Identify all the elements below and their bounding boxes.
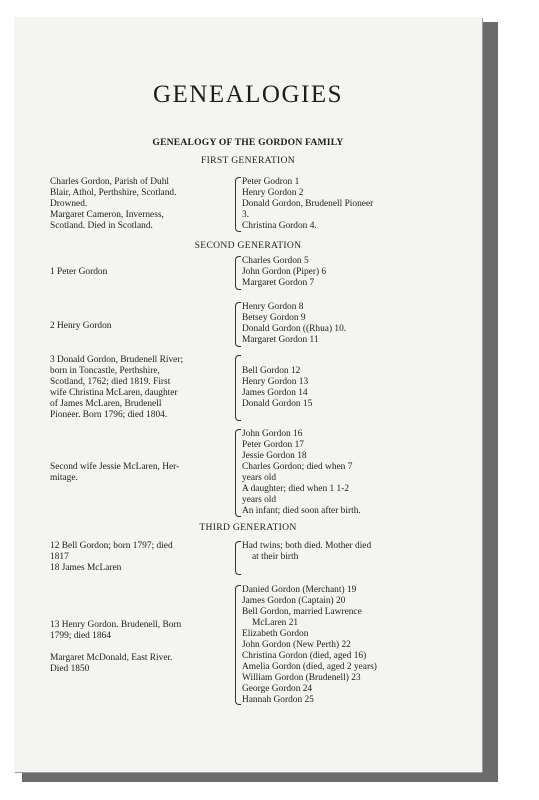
page-title: GENEALOGIES [152, 81, 344, 108]
child-entry: Peter Gordon 17 [242, 440, 304, 450]
child-entry: An infant; died soon after birth. [242, 506, 361, 516]
bracket [235, 177, 241, 232]
child-entry: Henry Gordon 8 [242, 302, 304, 312]
bracket [235, 541, 241, 575]
entry-henry-gordon: 2 Henry Gordon [50, 321, 112, 331]
child-entry: Betsey Gordon 9 [242, 313, 306, 323]
child-entry: Danied Gordon (Merchant) 19 [242, 585, 357, 595]
child-entry: John Gordon (New Perth) 22 [242, 640, 351, 650]
first-generation-heading: FIRST GENERATION [201, 155, 295, 166]
child-entry: Jessie Gordon 18 [242, 451, 307, 461]
family-heading: GENEALOGY OF THE GORDON FAMILY [152, 137, 344, 148]
third-generation-heading: THIRD GENERATION [199, 522, 297, 533]
child-entry: James Gordon 14 [242, 388, 308, 398]
child-entry: John Gordon (Piper) 6 [242, 267, 327, 277]
child-entry: Had twins; both died. Mother died [242, 541, 372, 551]
bracket [235, 585, 241, 705]
child-entry: Elizabeth Gordon [242, 629, 309, 639]
child-entry: McLaren 21 [252, 618, 299, 628]
child-entry: William Gordon (Brudenell) 23 [242, 673, 361, 683]
child-entry: Margaret Gordon 11 [242, 335, 319, 345]
child-entry: John Gordon 16 [242, 429, 303, 439]
child-entry: James Gordon (Captain) 20 [242, 596, 346, 606]
child-entry: Charles Gordon 5 [242, 256, 309, 266]
child-entry: years old [242, 495, 277, 505]
bracket [235, 355, 241, 421]
bracket [235, 429, 241, 517]
entry-peter-gordon: 1 Peter Gordon [50, 267, 108, 277]
child-entry: Amelia Gordon (died, aged 2 years) [242, 662, 377, 672]
child-entry: A daughter; died when 1 1-2 [242, 484, 350, 494]
document-page: GENEALOGIES GENEALOGY OF THE GORDON FAMILY FIRST GENERATION Charles Gordon, Parish of Duhl Blair, Athol, Perthshire, Scotland. Drowned. Margaret Cameron, Inverness, Scotland. Died in Scotland. Peter Godron 1 Henry Gordon 2 Donald Gordon, Brudenell Pioneer 3. Christina Gordon 4. SECOND GENERATION 1 Peter Gordon Charles Gordon 5 John Gordon (Piper) 6 Margaret Gordon 7 2 Henry Gordon Henry Gordon 8 Betsey Gordon 9 Donald Gordon ((Rhua) 10. Margaret Gordon 11 3 Donald Gordon, Brudenell River; born in Toncastle, Perthshire, Scotland, 1762; died 1819. First wife Christina McLaren, daughter of James McLaren, Brudenell Pioneer. Born 1796; died 1804. Bell Gordon 12 Henry Gordon 13 James Gordon 14 Donald Gordon 15 Second wife Jessie McLaren, Her- mitage. John Gordon 16 Peter Gordon 17 Jessie Gordon 18 Charles Gordon; died when 7 years old A daughter; died when 1 1-2 years old An infant; died soon after birth. THIRD GENERATION 12 Bell Gordon; born 1797; died 1817 18 James McLaren Had twins; both died. Mother died at their birth 13 Henry Gordon. Brudenell, Born 1799; died 1864 Margaret McDonald, East River. Died 1850 Danied Gordon (Merchant) 19 James Gordon (Captain) 20 Bell Gordon, married Lawrence McLaren 21 Elizabeth Gordon John Gordon (New Perth) 22 Christina Gordon (died, aged 16) Amelia Gordon (died, aged 2 years) William Gordon (Brudenell) 23 George Gordon 24 Hannah Gordon 25 [14, 17, 482, 772]
child-entry: Henry Gordon 13 [242, 377, 309, 387]
child-entry: Donald Gordon 15 [242, 399, 313, 409]
child-entry: Margaret Gordon 7 [242, 278, 315, 288]
child-entry: at their birth [252, 552, 299, 562]
child-entry: years old [242, 473, 277, 483]
child-entry: Bell Gordon, married Lawrence [242, 607, 362, 617]
child-entry: Christina Gordon (died, aged 16) [242, 651, 367, 661]
child-entry: Bell Gordon 12 [242, 366, 301, 376]
child-entry: Charles Gordon; died when 7 [242, 462, 353, 472]
bracket [235, 256, 241, 290]
child-entry: Hannah Gordon 25 [242, 695, 314, 705]
child-entry: Donald Gordon ((Rhua) 10. [242, 324, 347, 334]
bracket [235, 302, 241, 347]
second-generation-heading: SECOND GENERATION [194, 240, 302, 251]
child-entry: George Gordon 24 [242, 684, 313, 694]
